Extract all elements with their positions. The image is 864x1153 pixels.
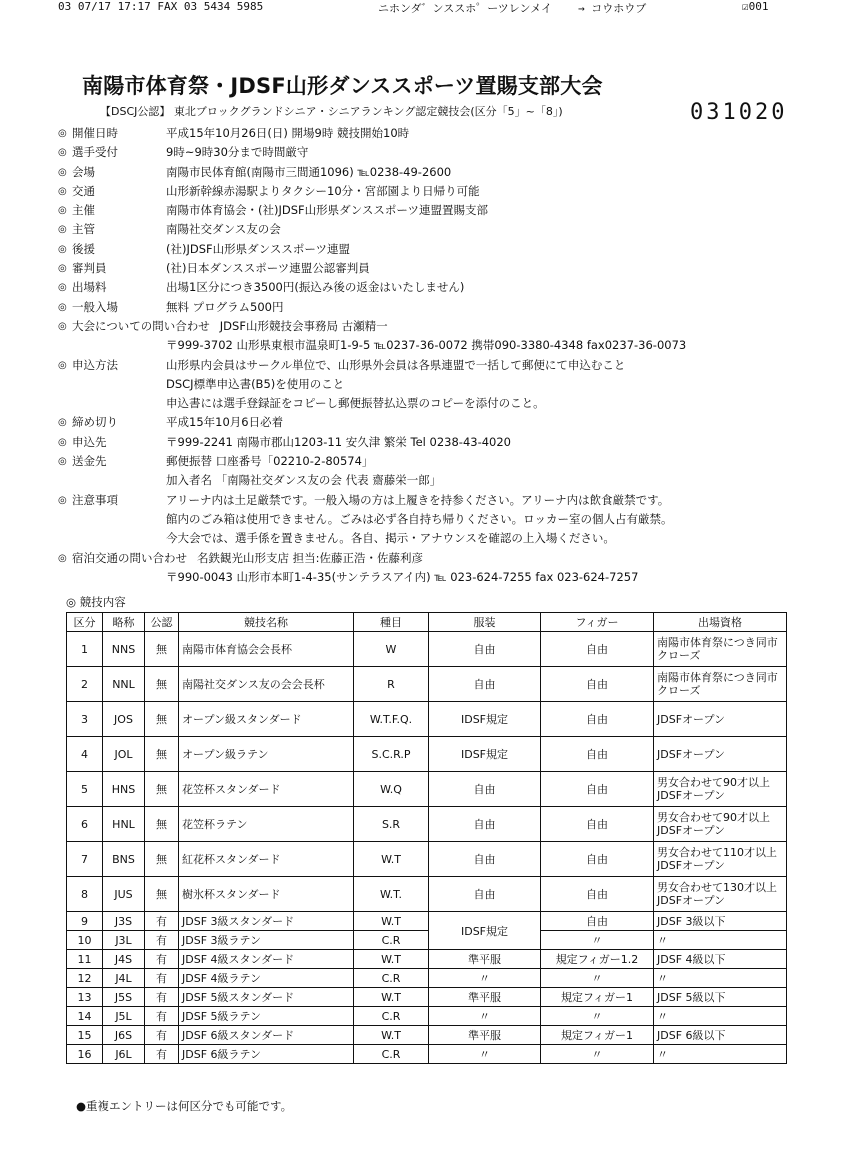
cell-certified: 無 (145, 632, 179, 667)
info-value: 〒999-2241 南陽市郡山1203-11 安久津 繁栄 Tel 0238-43-4020 (166, 434, 511, 449)
info-row (58, 220, 838, 239)
info-value: 無料 プログラム500円 (166, 299, 284, 314)
cell-category: 13 (67, 988, 103, 1007)
info-label: 会場 (72, 164, 95, 179)
bullet-icon: ◎ (58, 243, 67, 255)
info-value: 郵便振替 口座番号「02210-2-80574」 (166, 454, 374, 469)
bullet-icon: ◎ (58, 436, 67, 448)
bullet-icon: ◎ (58, 166, 67, 178)
cell-event-name: JDSF 3級スタンダード (179, 912, 354, 931)
info-value: 出場1区分につき3500円(振込み後の返金はいたしません) (166, 280, 465, 295)
cell-category: 11 (67, 950, 103, 969)
cell-figure: 自由 (541, 877, 654, 912)
info-value: (社)日本ダンススポーツ連盟公認審判員 (166, 261, 370, 276)
footer-note: ●重複エントリーは何区分でも可能です。 (76, 1099, 293, 1113)
info-row (58, 568, 838, 587)
info-value: 山形新幹線赤湯駅よりタクシー10分・宮部園より日帰り可能 (166, 183, 480, 198)
header-qualification: 出場資格 (654, 613, 787, 632)
cell-abbr: J4S (103, 950, 145, 969)
cell-qualification: 男女合わせて130才以上JDSFオープン (654, 877, 787, 912)
info-label: 締め切り (72, 415, 118, 430)
cell-figure: 〃 (541, 1045, 654, 1064)
cell-category: 7 (67, 842, 103, 877)
info-value: 〒999-3702 山形県東根市温泉町1-9-5 ℡0237-36-0072 携帯090-3380-4348 fax0237-36-0073 (166, 338, 687, 353)
cell-qualification: 男女合わせて110才以上JDSFオープン (654, 842, 787, 877)
cell-figure: 自由 (541, 912, 654, 931)
info-row (58, 413, 838, 432)
table-row (67, 988, 787, 1007)
cell-dress: 準平服 (429, 1026, 541, 1045)
cell-figure: 自由 (541, 737, 654, 772)
cell-dress: 準平服 (429, 950, 541, 969)
fax-timestamp: 03 07/17 17:17 FAX 03 5434 5985 (58, 0, 264, 13)
info-row (58, 298, 838, 317)
cell-qualification: JDSFオープン (654, 702, 787, 737)
cell-certified: 有 (145, 931, 179, 950)
info-row (58, 259, 838, 278)
cell-abbr: J6L (103, 1045, 145, 1064)
info-value: 南陽市体育協会・(社)JDSF山形県ダンススポーツ連盟置賜支部 (166, 203, 488, 218)
table-row (67, 912, 787, 931)
table-row (67, 807, 787, 842)
cell-event-name: JDSF 5級スタンダード (179, 988, 354, 1007)
cell-category: 12 (67, 969, 103, 988)
info-row (58, 182, 838, 201)
cell-dances: C.R (354, 1045, 429, 1064)
cell-certified: 無 (145, 667, 179, 702)
cell-abbr: J3S (103, 912, 145, 931)
cell-dances: W.T (354, 1026, 429, 1045)
cell-dress: 自由 (429, 807, 541, 842)
info-row (58, 163, 838, 182)
info-value: 加入者名 「南陽社交ダンス友の会 代表 齋藤栄一郎」 (166, 473, 442, 488)
cell-figure: 規定フィガー1.2 (541, 950, 654, 969)
cell-dress: 自由 (429, 842, 541, 877)
cell-abbr: J3L (103, 931, 145, 950)
cell-event-name: JDSF 5級ラテン (179, 1007, 354, 1026)
info-label: 選手受付 (72, 145, 118, 160)
fax-sender: ニホンダ゛ンススホ゜ーツレンメイ (378, 2, 552, 15)
bullet-icon: ◎ (58, 417, 67, 429)
document-title: 南陽市体育祭・JDSF山形ダンススポーツ置賜支部大会 (82, 74, 603, 98)
cell-dances: C.R (354, 1007, 429, 1026)
cell-category: 1 (67, 632, 103, 667)
table-row (67, 877, 787, 912)
cell-abbr: BNS (103, 842, 145, 877)
info-row (58, 143, 838, 162)
bullet-icon: ◎ (58, 552, 67, 564)
document-number: 031020 (690, 100, 788, 125)
info-label: 申込方法 (72, 357, 118, 372)
header-dress: 服装 (429, 613, 541, 632)
cell-dress: 自由 (429, 667, 541, 702)
cell-certified: 無 (145, 842, 179, 877)
cell-qualification: JDSF 5級以下 (654, 988, 787, 1007)
fax-header (0, 0, 864, 14)
fax-page-number: ☑001 (742, 0, 769, 13)
cell-dress: IDSF規定 (429, 912, 541, 950)
cell-event-name: オープン級ラテン (179, 737, 354, 772)
cell-category: 9 (67, 912, 103, 931)
cell-qualification: JDSF 4級以下 (654, 950, 787, 969)
bullet-icon: ◎ (58, 128, 67, 139)
event-info-list (58, 124, 838, 587)
info-value: (社)JDSF山形県ダンススポーツ連盟 (166, 241, 350, 256)
bullet-icon: ◎ (58, 282, 67, 294)
table-row (67, 1026, 787, 1045)
info-row (58, 356, 838, 375)
table-row (67, 842, 787, 877)
cell-certified: 有 (145, 988, 179, 1007)
cell-abbr: NNS (103, 632, 145, 667)
cell-dances: W.T (354, 842, 429, 877)
cell-abbr: J5S (103, 988, 145, 1007)
cell-certified: 有 (145, 1045, 179, 1064)
bullet-icon: ◎ (58, 359, 67, 371)
cell-dances: W.T.F.Q. (354, 702, 429, 737)
cell-event-name: 南陽市体育協会会長杯 (179, 632, 354, 667)
cell-dances: W.T (354, 912, 429, 931)
info-label: 送金先 (72, 454, 107, 469)
info-label: 出場料 (72, 280, 107, 295)
cell-event-name: 樹氷杯スタンダード (179, 877, 354, 912)
cell-figure: 〃 (541, 1007, 654, 1026)
info-row (58, 452, 838, 471)
cell-qualification: 南陽市体育祭につき同市クローズ (654, 667, 787, 702)
cell-dances: C.R (354, 969, 429, 988)
cell-dress: IDSF規定 (429, 737, 541, 772)
cell-category: 2 (67, 667, 103, 702)
table-row (67, 772, 787, 807)
info-row (58, 491, 838, 510)
header-abbr: 略称 (103, 613, 145, 632)
info-value: 南陽社交ダンス友の会 (166, 222, 281, 237)
cell-event-name: JDSF 6級ラテン (179, 1045, 354, 1064)
info-value: JDSF山形競技会事務局 古瀬精一 (219, 318, 388, 333)
info-value: 申込書には選手登録証をコピーし郵便振替払込票のコピーを添付のこと。 (166, 396, 545, 411)
cell-figure: 規定フィガー1 (541, 988, 654, 1007)
cell-figure: 〃 (541, 969, 654, 988)
info-row (58, 278, 838, 297)
cell-certified: 有 (145, 1026, 179, 1045)
info-row (58, 529, 838, 548)
cell-dances: S.R (354, 807, 429, 842)
cell-certified: 無 (145, 807, 179, 842)
info-value: 館内のごみ箱は使用できません。ごみは必ず各自持ち帰りください。ロッカー室の個人占有厳禁。 (166, 511, 673, 526)
bullet-icon: ◎ (58, 224, 67, 236)
cell-qualification: 〃 (654, 969, 787, 988)
info-row (58, 510, 838, 529)
table-header-row (67, 613, 787, 632)
info-value: 南陽市民体育館(南陽市三間通1096) ℡0238-49-2600 (166, 164, 452, 179)
cell-event-name: JDSF 4級ラテン (179, 969, 354, 988)
info-value: DSCJ標準申込書(B5)を使用のこと (166, 376, 345, 391)
info-row (58, 375, 838, 394)
info-value: 〒990-0043 山形市本町1-4-35(サンテラスアイ内) ℡ 023-624-7255 fax 023-624-7257 (166, 569, 639, 584)
fax-recipient: → コウホウブ (578, 2, 647, 15)
table-row (67, 632, 787, 667)
info-row (58, 201, 838, 220)
table-row (67, 1045, 787, 1064)
table-row (67, 737, 787, 772)
cell-figure: 〃 (541, 931, 654, 950)
cell-figure: 自由 (541, 702, 654, 737)
header-event-name: 競技名称 (179, 613, 354, 632)
cell-abbr: J4L (103, 969, 145, 988)
info-row (58, 549, 838, 568)
cell-dances: C.R (354, 931, 429, 950)
cell-certified: 有 (145, 969, 179, 988)
cell-dress: 自由 (429, 632, 541, 667)
cell-dress: 自由 (429, 877, 541, 912)
info-label: 大会についての問い合わせ (72, 318, 210, 333)
section-title: ◎ 競技内容 (66, 595, 126, 609)
table-row (67, 1007, 787, 1026)
cell-qualification: JDSFオープン (654, 737, 787, 772)
document-subtitle: 【DSCJ公認】 東北ブロックグランドシニア・シニアランキング認定競技会(区分「5」~「8」) (100, 105, 563, 118)
cell-category: 15 (67, 1026, 103, 1045)
info-row (58, 433, 838, 452)
cell-dress: 準平服 (429, 988, 541, 1007)
cell-dress: 〃 (429, 969, 541, 988)
cell-figure: 自由 (541, 842, 654, 877)
info-label: 審判員 (72, 261, 107, 276)
cell-abbr: JOS (103, 702, 145, 737)
cell-certified: 無 (145, 702, 179, 737)
table-row (67, 702, 787, 737)
bullet-icon: ◎ (58, 185, 67, 197)
cell-category: 16 (67, 1045, 103, 1064)
cell-qualification: 男女合わせて90才以上JDSFオープン (654, 772, 787, 807)
cell-event-name: JDSF 6級スタンダード (179, 1026, 354, 1045)
bullet-icon: ◎ (58, 205, 67, 217)
cell-category: 5 (67, 772, 103, 807)
info-value: 9時~9時30分まで時間厳守 (166, 145, 309, 160)
cell-dances: W.T (354, 950, 429, 969)
cell-category: 10 (67, 931, 103, 950)
info-value: アリーナ内は土足厳禁です。一般入場の方は上履きを持参ください。アリーナ内は飲食厳禁です。 (166, 492, 670, 507)
bullet-icon: ◎ (58, 456, 67, 468)
cell-qualification: 〃 (654, 1007, 787, 1026)
header-figure: フィガー (541, 613, 654, 632)
header-dances: 種目 (354, 613, 429, 632)
info-value: 山形県内会員はサークル単位で、山形県外会員は各県連盟で一括して郵便にて申込むこと (166, 357, 626, 372)
cell-dress: 〃 (429, 1007, 541, 1026)
info-label: 交通 (72, 183, 95, 198)
cell-dances: W.T. (354, 877, 429, 912)
info-row (58, 471, 838, 490)
cell-category: 14 (67, 1007, 103, 1026)
bullet-icon: ◎ (58, 263, 67, 275)
table-row (67, 667, 787, 702)
cell-qualification: 男女合わせて90才以上JDSFオープン (654, 807, 787, 842)
info-row (58, 124, 838, 143)
cell-certified: 有 (145, 950, 179, 969)
info-label: 宿泊交通の問い合わせ (72, 550, 187, 565)
info-value: 平成15年10月26日(日) 開場9時 競技開始10時 (166, 126, 410, 140)
cell-certified: 無 (145, 877, 179, 912)
cell-abbr: J6S (103, 1026, 145, 1045)
cell-category: 8 (67, 877, 103, 912)
cell-dances: W (354, 632, 429, 667)
cell-figure: 自由 (541, 807, 654, 842)
info-value: 平成15年10月6日必着 (166, 415, 284, 430)
cell-event-name: JDSF 3級ラテン (179, 931, 354, 950)
cell-category: 6 (67, 807, 103, 842)
cell-certified: 無 (145, 772, 179, 807)
cell-dances: S.C.R.P (354, 737, 429, 772)
info-label: 一般入場 (72, 299, 118, 314)
header-certified: 公認 (145, 613, 179, 632)
info-value: 今大会では、選手係を置きません。各自、掲示・アナウンスを確認の上入場ください。 (166, 531, 615, 546)
info-label: 開催日時 (72, 126, 118, 140)
events-table-body (67, 632, 787, 1064)
header-category: 区分 (67, 613, 103, 632)
cell-qualification: 南陽市体育祭につき同市クローズ (654, 632, 787, 667)
table-row (67, 931, 787, 950)
cell-dress: 自由 (429, 772, 541, 807)
table-row (67, 969, 787, 988)
info-label: 後援 (72, 241, 95, 256)
cell-qualification: 〃 (654, 1045, 787, 1064)
cell-figure: 自由 (541, 772, 654, 807)
cell-category: 4 (67, 737, 103, 772)
info-label: 注意事項 (72, 492, 118, 507)
cell-certified: 有 (145, 912, 179, 931)
info-row (58, 240, 838, 259)
bullet-icon: ◎ (58, 494, 67, 506)
cell-figure: 規定フィガー1 (541, 1026, 654, 1045)
cell-event-name: オープン級スタンダード (179, 702, 354, 737)
cell-dress: 〃 (429, 1045, 541, 1064)
cell-abbr: JUS (103, 877, 145, 912)
cell-certified: 有 (145, 1007, 179, 1026)
cell-event-name: 南陽社交ダンス友の会会長杯 (179, 667, 354, 702)
bullet-icon: ◎ (58, 147, 67, 159)
cell-abbr: HNS (103, 772, 145, 807)
events-table (66, 612, 787, 1064)
info-label: 主管 (72, 222, 95, 237)
cell-qualification: 〃 (654, 931, 787, 950)
cell-qualification: JDSF 6級以下 (654, 1026, 787, 1045)
info-row (58, 336, 838, 355)
cell-certified: 無 (145, 737, 179, 772)
cell-figure: 自由 (541, 667, 654, 702)
info-label: 主催 (72, 203, 95, 218)
info-row (58, 394, 838, 413)
cell-abbr: NNL (103, 667, 145, 702)
info-value: 名鉄観光山形支店 担当:佐藤正浩・佐藤利彦 (197, 550, 424, 565)
info-label: 申込先 (72, 434, 107, 449)
info-row (58, 317, 838, 336)
cell-category: 3 (67, 702, 103, 737)
table-row (67, 950, 787, 969)
cell-event-name: JDSF 4級スタンダード (179, 950, 354, 969)
cell-abbr: JOL (103, 737, 145, 772)
cell-qualification: JDSF 3級以下 (654, 912, 787, 931)
cell-abbr: J5L (103, 1007, 145, 1026)
cell-event-name: 花笠杯ラテン (179, 807, 354, 842)
cell-dances: R (354, 667, 429, 702)
cell-abbr: HNL (103, 807, 145, 842)
cell-dances: W.T (354, 988, 429, 1007)
cell-event-name: 紅花杯スタンダード (179, 842, 354, 877)
bullet-icon: ◎ (58, 301, 67, 313)
cell-dress: IDSF規定 (429, 702, 541, 737)
cell-event-name: 花笠杯スタンダード (179, 772, 354, 807)
cell-dances: W.Q (354, 772, 429, 807)
cell-figure: 自由 (541, 632, 654, 667)
bullet-icon: ◎ (58, 320, 67, 332)
